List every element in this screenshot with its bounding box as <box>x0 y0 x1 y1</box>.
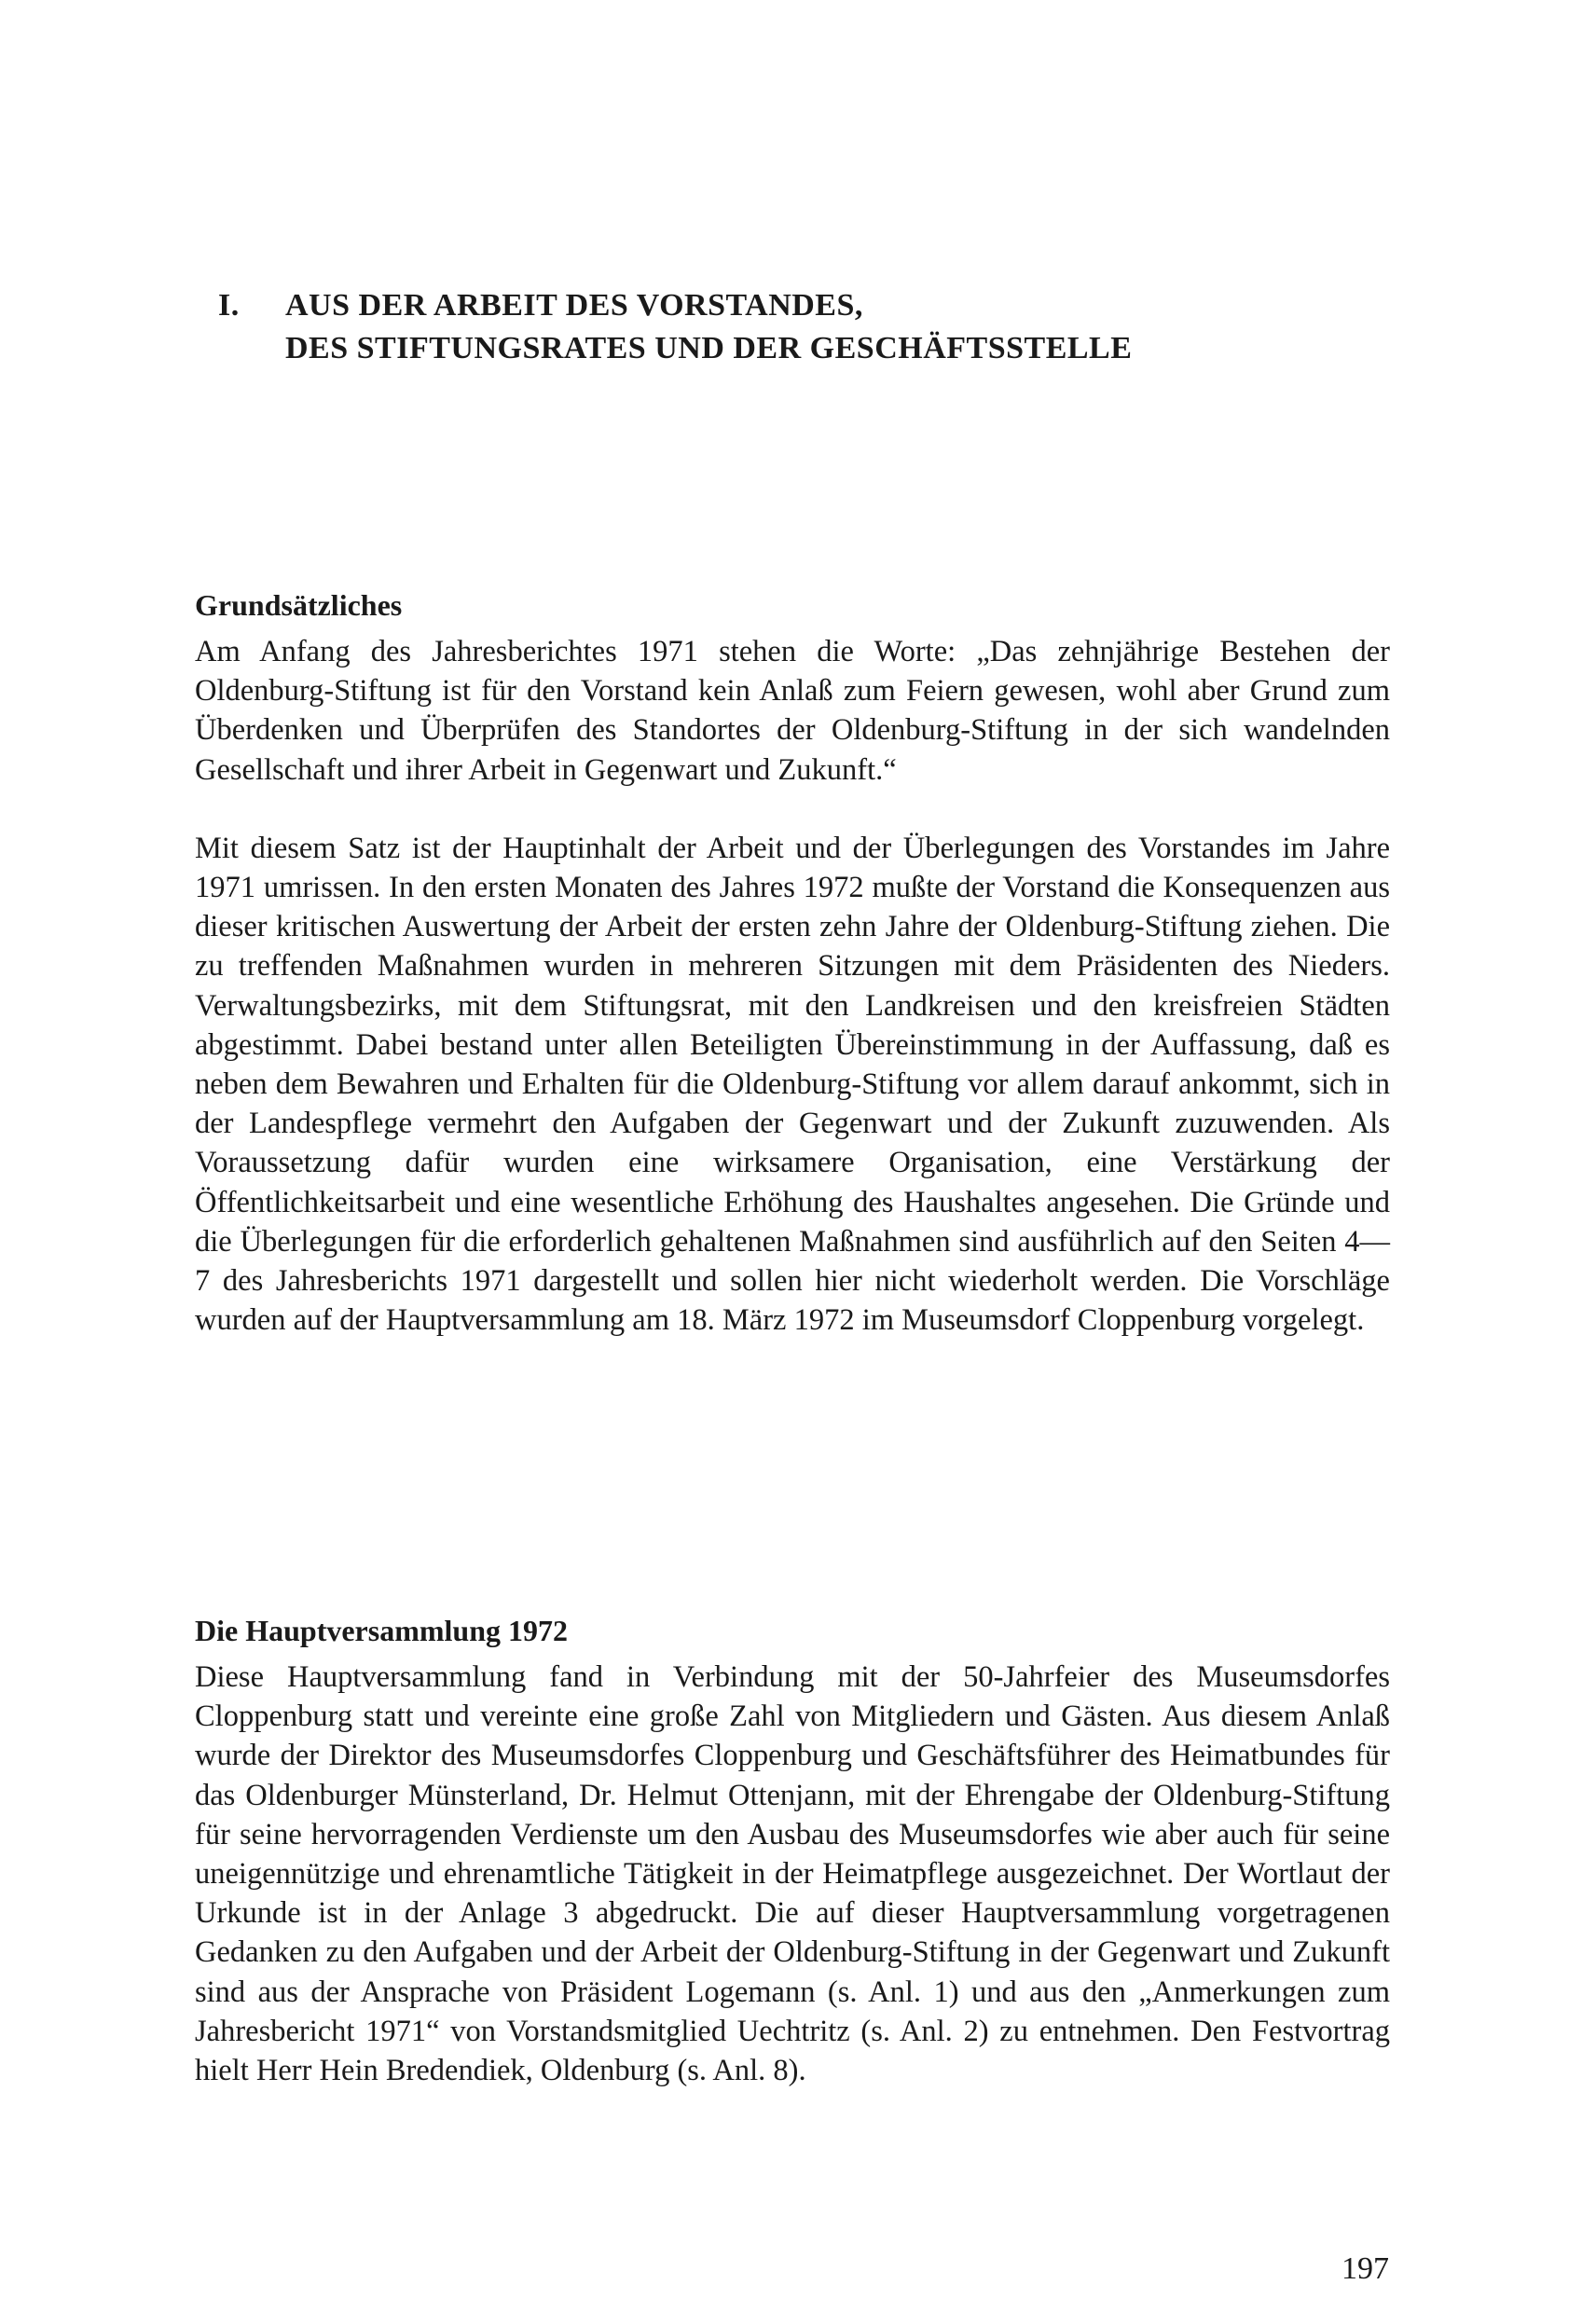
chapter-heading <box>218 284 1430 370</box>
section-title: Grundsätzliches <box>195 588 403 622</box>
chapter-title-line1: AUS DER ARBEIT DES VORSTANDES, <box>285 288 863 323</box>
paragraph: Mit diesem Satz ist der Hauptinhalt der Arbeit und der Überlegungen des Vorstandes im Jahre 1971 umrissen. In den ersten Monaten des Jahres 1972 mußte der Vorstand die Konsequenzen aus dieser kritischen Auswertung der Arbeit der ersten zehn Jahre der Oldenburg-Stiftung ziehen. Die zu treffenden Maßnahmen wurden in mehreren Sitzungen mit dem Präsidenten des Nieders. Verwaltungsbezirks, mit dem Stiftungsrat, mit den Landkreisen und den kreisfreien Städten abgestimmt. Dabei bestand unter allen Beteiligten Übereinstimmung in der Auffassung, daß es neben dem Bewahren und Erhalten für die Oldenburg-Stiftung vor allem darauf ankommt, sich in der Landespflege vermehrt den Aufgaben der Gegenwart und der Zukunft zuzuwenden. Als Voraussetzung dafür wurden eine wirksamere Organisation, eine Verstärkung der Öffentlichkeitsarbeit und eine wesentliche Erhöhung des Haushaltes angesehen. Die Gründe und die Überlegungen für die erforderlich gehaltenen Maßnahmen sind ausführlich auf den Seiten 4—7 des Jahresberichts 1971 dargestellt und sollen hier nicht wiederholt werden. Die Vorschläge wurden auf der Hauptversammlung am 18. März 1972 im Museumsdorf Cloppenburg vorgelegt. <box>195 831 1390 1338</box>
paragraph: Am Anfang des Jahresberichtes 1971 stehen die Worte: „Das zehnjährige Bestehen der Oldenburg-Stiftung ist für den Vorstand kein Anlaß zum Feiern gewesen, wohl aber Grund zum Überdenken und Überprüfen des Standortes der Oldenburg-Stiftung in der sich wandelnden Gesellschaft und ihrer Arbeit in Gegenwart und Zukunft.“ <box>195 635 1390 787</box>
paragraph: Diese Hauptversammlung fand in Verbindung mit der 50-Jahrfeier des Museumsdorfes Cloppenburg statt und vereinte eine große Zahl von Mitgliedern und Gästen. Aus diesem Anlaß wurde der Direktor des Museumsdorfes Cloppenburg und Geschäftsführer des Heimatbundes für das Oldenburger Münsterland, Dr. Helmut Ottenjann, mit der Ehrengabe der Oldenburg-Stiftung für seine hervorragenden Verdienste um den Ausbau des Museumsdorfes wie aber auch für seine uneigennützige und ehrenamtliche Tätigkeit in der Heimatpflege ausgezeichnet. Der Wortlaut der Urkunde ist in der Anlage 3 abgedruckt. Die auf dieser Hauptversammlung vorgetragenen Gedanken zu den Aufgaben und der Arbeit der Oldenburg-Stiftung in der Gegenwart und Zukunft sind aus der Ansprache von Präsident Logemann (s. Anl. 1) und aus den „Anmerkungen zum Jahresbericht 1971“ von Vorstandsmitglied Uechtritz (s. Anl. 2) zu entnehmen. Den Festvortrag hielt Herr Hein Bredendiek, Oldenburg (s. Anl. 8). <box>195 1660 1390 2088</box>
section-grundsaetzliches <box>195 585 1390 1340</box>
section-hauptversammlung <box>195 1611 1390 2090</box>
section-title: Die Hauptversammlung 1972 <box>195 1614 568 1647</box>
page-number: 197 <box>1341 2251 1389 2286</box>
chapter-number: I. <box>218 288 240 323</box>
chapter-title-line2: DES STIFTUNGSRATES UND DER GESCHÄFTSSTELLE <box>285 331 1133 365</box>
